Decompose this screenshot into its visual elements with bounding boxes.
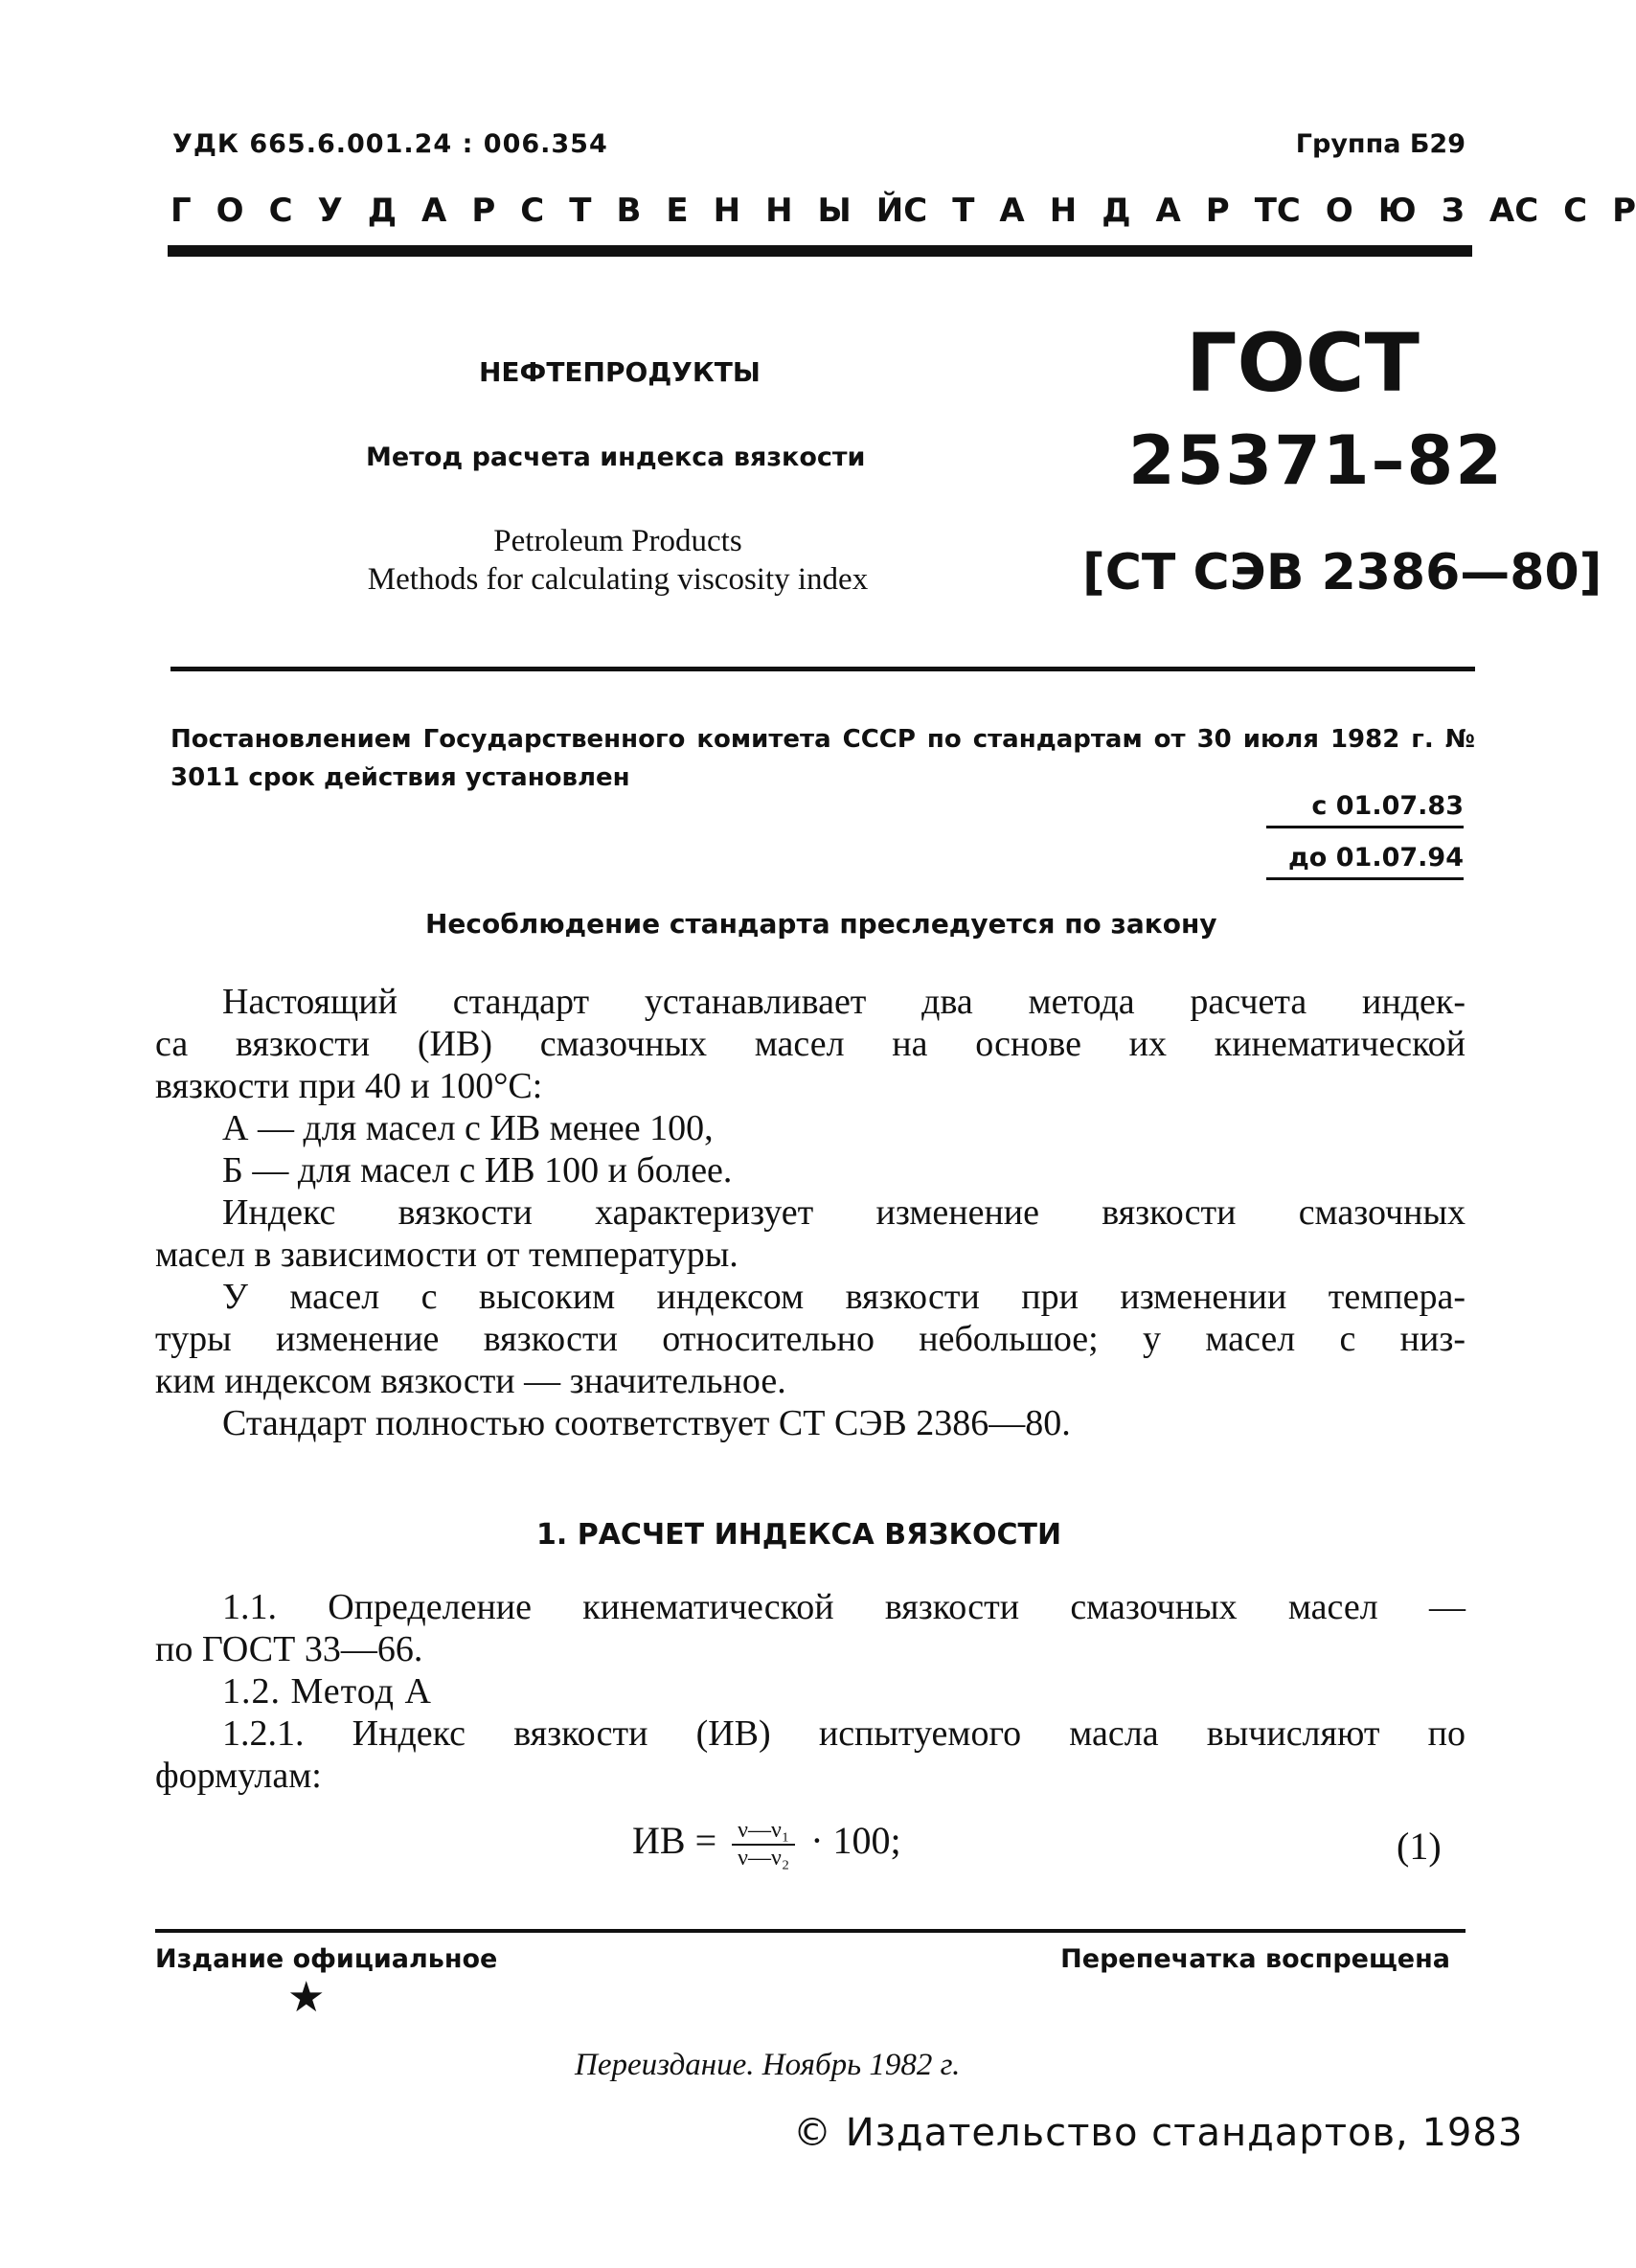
formula-lhs: ИВ = — [632, 1819, 717, 1863]
state-heading-word: С Т А Н Д А Р Т — [903, 192, 1277, 230]
official-edition: Издание официальное — [155, 1944, 498, 1974]
intro-text — [155, 981, 1466, 1443]
intro-line: Стандарт полностью соответствует СТ СЭВ 2386—80. — [222, 1403, 1071, 1443]
en-title-line-2: Methods for calculating viscosity index — [367, 562, 869, 597]
title-separator — [170, 667, 1475, 671]
state-heading-word: С С Р — [1514, 192, 1636, 230]
en-title-line-1: Petroleum Products — [493, 524, 742, 558]
section-line: по ГОСТ 33—66. — [155, 1629, 423, 1669]
method-title-en — [316, 522, 920, 599]
section-line: формулам: — [155, 1756, 322, 1796]
formula-denominator: ν—ν₂ — [738, 1846, 790, 1871]
udk-code: УДК 665.6.001.24 : 006.354 — [172, 129, 608, 159]
gost-number: 25371–82 — [1128, 421, 1504, 500]
intro-line: Б — для масел с ИВ 100 и более. — [222, 1150, 733, 1191]
formula-rhs: · 100; — [810, 1819, 901, 1863]
header-rule — [168, 245, 1472, 257]
section-title: 1. РАСЧЕТ ИНДЕКСА ВЯЗКОСТИ — [536, 1518, 1062, 1552]
formula-fraction — [732, 1818, 795, 1871]
intro-line: ким индексом вязкости — значительное. — [155, 1361, 786, 1401]
star-icon: ★ — [287, 1974, 326, 2021]
method-title-ru: Метод расчета индекса вязкости — [366, 442, 866, 472]
footer-rule — [155, 1929, 1466, 1933]
state-heading-word: Г О С У Д А Р С Т В Е Н Н Ы Й — [170, 192, 904, 230]
section-line: 1.2. Метод А — [222, 1671, 432, 1712]
state-standard-heading — [170, 192, 1636, 230]
intro-line: Настоящий стандарт устанавливает два метода расчета индек- — [222, 982, 1466, 1022]
category-title: НЕФТЕПРОДУКТЫ — [479, 356, 761, 388]
intro-line: туры изменение вязкости относительно небольшое; у масел с низ- — [155, 1319, 1466, 1359]
section-text — [155, 1586, 1466, 1806]
st-sev-reference: [СТ СЭВ 2386—80] — [1082, 544, 1602, 601]
date-to-underline — [1266, 877, 1464, 880]
state-heading-word: С О Ю З А — [1276, 192, 1515, 230]
publisher-copyright: © Издательство стандартов, 1983 — [793, 2111, 1524, 2155]
decree-text: Постановлением Государственного комитета СССР по стандартам от 30 июля 1982 г. № 3011 срок действия установлен — [170, 725, 1475, 792]
date-to: до 01.07.94 — [1288, 843, 1464, 873]
formula-numerator: ν—ν₁ — [732, 1818, 795, 1846]
date-from: с 01.07.83 — [1311, 791, 1464, 821]
intro-line: У масел с высоким индексом вязкости при изменении темпера- — [222, 1277, 1466, 1317]
reissue-note: Переиздание. Ноябрь 1982 г. — [575, 2048, 961, 2082]
group-code: Группа Б29 — [1295, 129, 1466, 159]
intro-line: А — для масел с ИВ менее 100, — [222, 1108, 714, 1148]
intro-line: масел в зависимости от температуры. — [155, 1235, 738, 1275]
section-line: 1.1. Определение кинематической вязкости смазочных масел — — [222, 1587, 1466, 1627]
intro-line: са вязкости (ИВ) смазочных масел на основе их кинематической — [155, 1024, 1466, 1064]
formula-1 — [632, 1818, 901, 1871]
reprint-prohibited: Перепечатка воспрещена — [1060, 1944, 1450, 1974]
section-line: 1.2.1. Индекс вязкости (ИВ) испытуемого масла вычисляют по — [222, 1713, 1466, 1754]
gost-label: ГОСТ — [1186, 316, 1420, 410]
intro-line: вязкости при 40 и 100°С: — [155, 1066, 543, 1106]
violation-notice: Несоблюдение стандарта преследуется по закону — [425, 908, 1217, 940]
date-from-underline — [1266, 826, 1464, 828]
intro-line: Индекс вязкости характеризует изменение вязкости смазочных — [222, 1192, 1466, 1233]
formula-number: (1) — [1397, 1825, 1442, 1868]
